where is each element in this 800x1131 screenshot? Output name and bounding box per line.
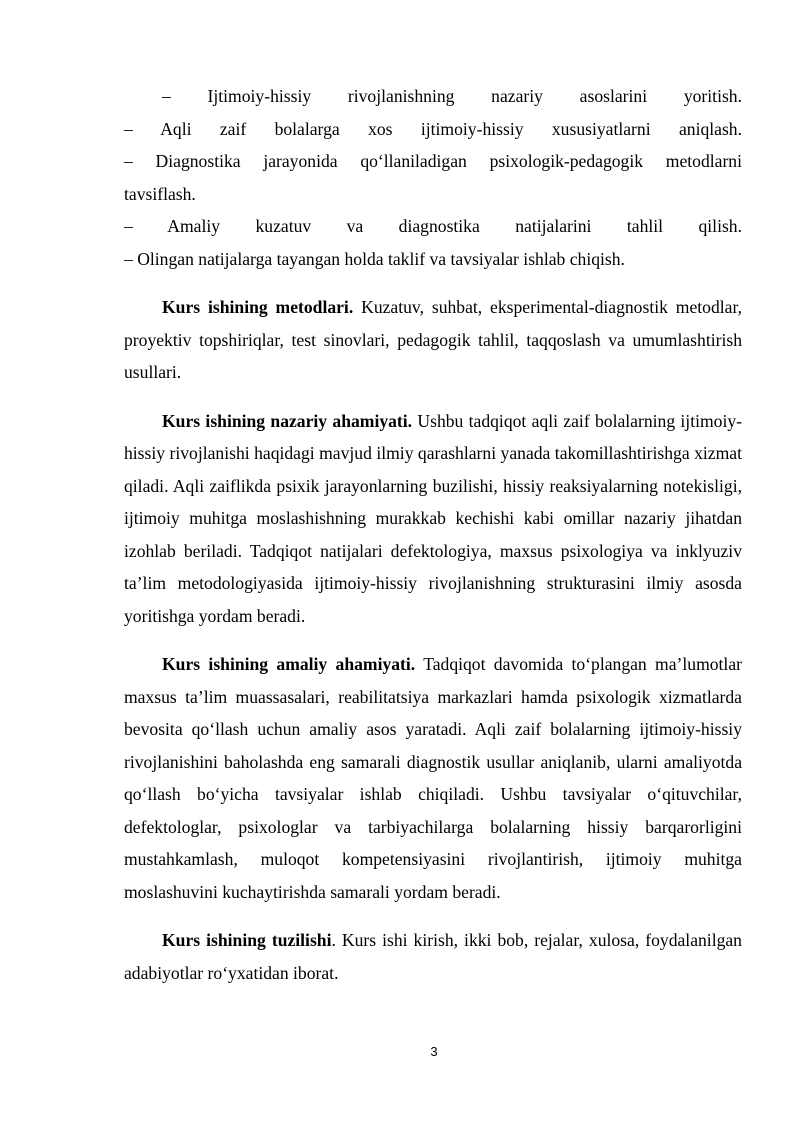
practical-paragraph [124, 648, 742, 908]
methods-text: Kuzatuv, suhbat, eksperimental-diagnostik metodlar, proyektiv topshiriqlar, test sinovlari, pedagogik tahlil, taqqoslash va umumlashtirish usullari. [124, 297, 742, 382]
page-number: 3 [430, 1044, 438, 1059]
list-item: – Diagnostika jarayonida qo‘llaniladigan psixologik-pedagogik metodlarni [124, 151, 742, 171]
methods-heading: Kurs ishining metodlari. [162, 297, 354, 317]
objectives-list [124, 80, 742, 275]
list-item: – Amaliy kuzatuv va diagnostika natijalarini tahlil qilish. [124, 216, 742, 236]
list-item: – Olingan natijalarga tayangan holda taklif va tavsiyalar ishlab chiqish. [124, 248, 625, 269]
structure-paragraph [124, 924, 742, 989]
practical-text: Tadqiqot davomida to‘plangan ma’lumotlar maxsus ta’lim muassasalari, reabilitatsiya markazlari hamda psixologik xizmatlarda bevosita qo‘llash uchun amaliy asos yaratadi. Aqli zaif bolalarning ijtimoiy-hissiy rivojlanishini baholashda eng samarali diagnostik usullar aniqlanib, ularni amaliyotda qo‘llash bo‘yicha tavsiyalar ishlab chiqiladi. Ushbu tavsiyalar o‘qituvchilar, defektologlar, psixologlar va tarbiyachilarga bolalarning hissiy barqarorligini mustahkamlash, muloqot kompetensiyasini rivojlantirish, ijtimoiy muhitga moslashuvini kuchaytirishda samarali yordam beradi. [124, 654, 742, 902]
methods-paragraph [124, 291, 742, 389]
practical-heading: Kurs ishining amaliy ahamiyati. [162, 654, 416, 674]
theoretical-heading: Kurs ishining nazariy ahamiyati. [162, 410, 413, 431]
structure-text: . Kurs ishi kirish, ikki bob, rejalar, xulosa, foydalanilgan adabiyotlar ro‘yxatidan iborat. [124, 930, 742, 983]
structure-heading: Kurs ishining tuzilishi [162, 930, 332, 950]
theoretical-text: Ushbu tadqiqot aqli zaif bolalarning ijtimoiy-hissiy rivojlanishi haqidagi mavjud ilmiy qarashlarni yanada takomillashtirishga xizmat qiladi. Aqli zaiflikda psixik jarayonlarning buzilishi, hissiy reaksiyalarning notekisligi, ijtimoiy muhitga moslashishning murakkab kechishi kabi omillar nazariy jihatdan izohlab beriladi. Tadqiqot natijalari defektologiya, maxsus psixologiya va inklyuziv ta’lim metodologiyasida ijtimoiy-hissiy rivojlanishning strukturasini ilmiy asosda yoritishga yordam beradi. [124, 410, 743, 626]
list-item: – Aqli zaif bolalarga xos ijtimoiy-hissiy xususiyatlarni aniqlash. [124, 118, 742, 139]
list-item: – Ijtimoiy-hissiy rivojlanishning nazariy asoslarini yoritish. [162, 86, 742, 106]
theoretical-paragraph [124, 405, 742, 633]
document-page [124, 80, 742, 989]
list-item-continuation: tavsiflash. [124, 183, 196, 204]
